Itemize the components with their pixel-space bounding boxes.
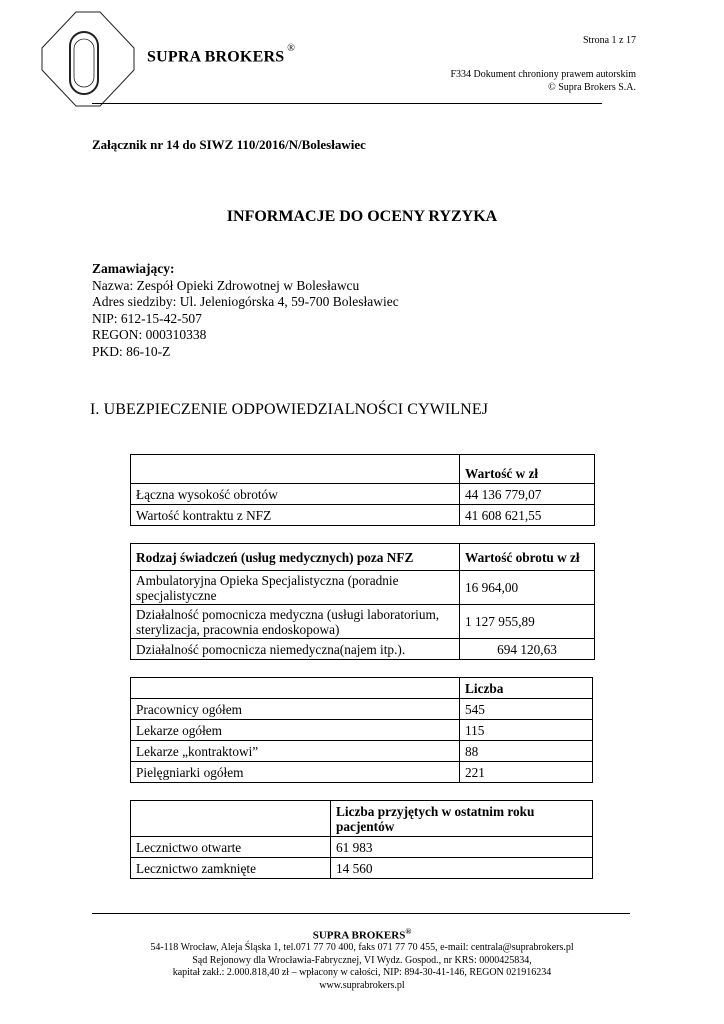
orderer-info: [92, 261, 399, 360]
orderer-address: Adres siedziby: Ul. Jeleniogórska 4, 59-700 Bolesławiec: [92, 294, 399, 309]
table-cell: Pielęgniarki ogółem: [131, 762, 460, 783]
footer: [0, 926, 724, 992]
table-header-cell: Rodzaj świadczeń (usług medycznych) poza NFZ: [131, 544, 460, 571]
header-divider: [92, 103, 602, 104]
footer-address: 54-118 Wrocław, Aleja Śląska 1, tel.071 77 70 400, faks 071 77 70 455, e-mail: centrala@suprabrokers.pl: [150, 942, 574, 954]
brand-name: SUPRA BROKERS ®: [147, 43, 296, 66]
table-row: [131, 741, 593, 762]
table-cell: 1 127 955,89: [460, 605, 595, 639]
annex-reference: Załącznik nr 14 do SIWZ 110/2016/N/Bolesławiec: [92, 137, 366, 152]
table-header-cell: Wartość obrotu w zł: [460, 544, 595, 571]
table-header-cell: [131, 455, 460, 484]
orderer-pkd: PKD: 86-10-Z: [92, 343, 171, 359]
table-cell: Lecznictwo zamknięte: [131, 858, 331, 879]
staff-table: [130, 677, 593, 783]
table-cell: Działalność pomocnicza medyczna (usługi laboratorium, sterylizacja, pracownia endoskopowa): [131, 605, 460, 639]
table-cell: 16 964,00: [460, 571, 595, 605]
table-header-cell: [131, 678, 460, 699]
footer-website: www.suprabrokers.pl: [319, 979, 405, 991]
table-row: [131, 571, 595, 605]
table-header-cell: Liczba: [460, 678, 593, 699]
section-heading: I. UBEZPIECZENIE ODPOWIEDZIALNOŚCI CYWILNEJ: [90, 401, 489, 418]
table-row: [131, 484, 595, 505]
table-row: [131, 699, 593, 720]
services-table: [130, 543, 595, 660]
table-cell: 88: [460, 741, 593, 762]
table-row: [131, 639, 595, 660]
table-cell: 545: [460, 699, 593, 720]
table-cell: 694 120,63: [460, 639, 595, 660]
table-header-row: [131, 455, 595, 484]
orderer-regon: REGON: 000310338: [92, 327, 207, 342]
table-header-row: [131, 678, 593, 699]
table-cell: 61 983: [331, 837, 593, 858]
table-header-cell: Wartość w zł: [460, 455, 595, 484]
page-number: Strona 1 z 17: [582, 35, 636, 46]
table-row: [131, 858, 593, 879]
table-cell: 221: [460, 762, 593, 783]
table-row: [131, 720, 593, 741]
table-header-row: [131, 544, 595, 571]
copyright-note: F334 Dokument chroniony prawem autorskim © Supra Brokers S.A.: [450, 69, 636, 93]
orderer-nip: NIP: 612-15-42-507: [92, 310, 202, 326]
table-cell: Lekarze ogółem: [131, 720, 460, 741]
footer-court: Sąd Rejonowy dla Wrocławia-Fabrycznej, VI Wydz. Gospod., nr KRS: 0000425834,: [192, 954, 532, 966]
table-cell: 44 136 779,07: [460, 484, 595, 505]
table-cell: 41 608 621,55: [460, 505, 595, 526]
footer-divider: [92, 913, 630, 914]
turnover-table: [130, 454, 595, 526]
table-header-cell: Liczba przyjętych w ostatnim roku pacjentów: [331, 801, 593, 837]
table-cell: Lecznictwo otwarte: [131, 837, 331, 858]
page-title: INFORMACJE DO OCENY RYZYKA: [226, 208, 498, 225]
orderer-name: Nazwa: Zespół Opieki Zdrowotnej w Bolesławcu: [92, 277, 360, 293]
table-cell: Wartość kontraktu z NFZ: [131, 505, 460, 526]
table-row: [131, 505, 595, 526]
table-cell: Działalność pomocnicza niemedyczna(najem itp.).: [131, 639, 460, 660]
table-cell: 14 560: [331, 858, 593, 879]
footer-capital: kapitał zakł.: 2.000.818,40 zł – wpłacony w całości, NIP: 894-30-41-146, REGON 021916234: [172, 967, 552, 979]
logo-icon: [38, 10, 138, 108]
table-row: [131, 837, 593, 858]
table-header-cell: [131, 801, 331, 837]
table-cell: Ambulatoryjna Opieka Specjalistyczna (poradnie specjalistyczne: [131, 571, 460, 605]
table-row: [131, 605, 595, 639]
table-cell: Lekarze „kontraktowi”: [131, 741, 460, 762]
table-cell: Pracownicy ogółem: [131, 699, 460, 720]
patients-table: [130, 800, 593, 879]
footer-brand: SUPRA BROKERS®: [312, 927, 412, 942]
table-cell: Łączna wysokość obrotów: [131, 484, 460, 505]
table-cell: 115: [460, 720, 593, 741]
table-row: [131, 762, 593, 783]
table-header-row: [131, 801, 593, 837]
orderer-label: Zamawiający:: [92, 261, 175, 276]
